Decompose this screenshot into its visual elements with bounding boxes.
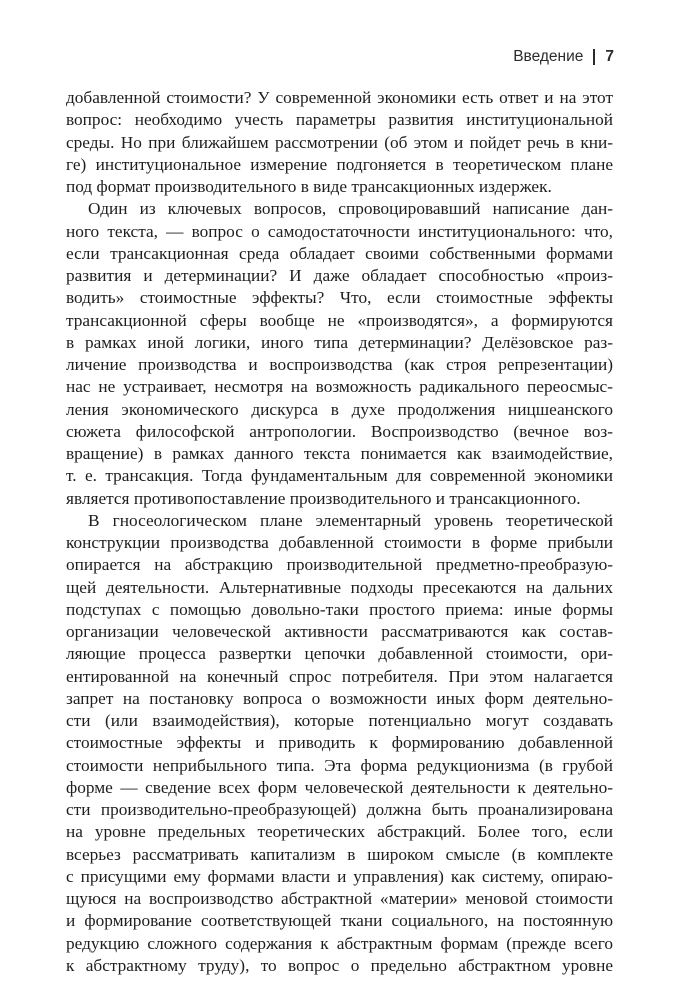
text-line: В гносеологическом плане элементарный уровень теоретической bbox=[88, 510, 613, 530]
text-line: всерьез рассматривать капитализм в широком смысле (в комплекте bbox=[66, 844, 613, 864]
text-line: т. е. трансакция. Тогда фундаментальным для современной экономики bbox=[66, 466, 613, 486]
paragraph bbox=[66, 510, 613, 977]
text-line: сюжета философской антропологии. Воспроизводство (вечное воз- bbox=[66, 421, 613, 441]
text-line: в рамках иной логики, иного типа детерминации? Делёзовское раз- bbox=[66, 332, 613, 352]
running-head bbox=[513, 48, 614, 66]
text-line: развития и детерминации? И даже обладает способностью «произ- bbox=[66, 266, 613, 285]
text-line: ляющие процесса развертки цепочки добавленной стоимости, ори- bbox=[66, 644, 613, 664]
text-line: к абстрактному труду), то вопрос о предельно абстрактном уровне bbox=[66, 955, 613, 975]
text-line: запрет на постановку вопроса о возможности иных форм деятельно- bbox=[66, 688, 613, 708]
text-line: если трансакционная среда обладает своими собственными формами bbox=[66, 243, 613, 263]
text-line: щей деятельности. Альтернативные подходы пресекаются на дальних bbox=[66, 577, 613, 597]
text-line: личение производства и воспроизводства (как строя репрезентации) bbox=[66, 355, 613, 374]
text-line: организации человеческой активности рассматриваются как состав- bbox=[66, 622, 613, 641]
text-line: сти (или взаимодействия), которые потенциально могут создавать bbox=[66, 711, 613, 730]
text-line: конструкции производства добавленной стоимости в форме прибыли bbox=[66, 533, 613, 552]
text-line: стоимости неприбыльного типа. Эта форма редукционизма (в грубой bbox=[66, 755, 613, 775]
text-line: на уровне предельных теоретических абстракций. Более того, если bbox=[66, 822, 613, 842]
text-line: щуюся на воспроизводство абстрактной «материи» меновой стоимости bbox=[66, 889, 613, 908]
text-line: подступах с помощью довольно-таки простого приема: иные формы bbox=[66, 599, 613, 619]
text-line: среды. Но при ближайшем рассмотрении (об этом и пойдет речь в кни- bbox=[66, 132, 613, 152]
paragraph bbox=[66, 198, 613, 510]
text-line: ления экономического дискурса в духе продолжения ницшеанского bbox=[66, 399, 613, 419]
text-line: вопрос: необходимо учесть параметры развития институциональной bbox=[66, 110, 613, 130]
text-line: ентированной на конечный спрос потребителя. При этом налагается bbox=[66, 666, 613, 686]
text-line: с присущими ему формами власти и управления) как систему, опираю- bbox=[66, 866, 613, 886]
text-line: опирается на абстракцию производительной предметно-преобразую- bbox=[66, 555, 613, 575]
text-line: добавленной стоимости? У современной экономики есть ответ и на этот bbox=[66, 88, 613, 107]
text-line: стоимостные эффекты и приводить к формированию добавленной bbox=[66, 733, 613, 753]
body-text bbox=[66, 87, 613, 977]
text-line: вращение) в рамках данного текста понимается как взаимодействие, bbox=[66, 444, 613, 463]
section-title: Введение bbox=[513, 48, 584, 65]
text-line: форме — сведение всех форм человеческой деятельности к деятельно- bbox=[66, 777, 613, 797]
header-separator bbox=[593, 49, 595, 65]
page-number: 7 bbox=[605, 48, 614, 65]
text-line: сти производительно-преобразующей) должна быть проанализирована bbox=[66, 800, 613, 819]
text-line: ного текста, — вопрос о самодостаточности институционального: что, bbox=[66, 221, 613, 241]
text-line: водить» стоимостные эффекты? Что, если стоимостные эффекты bbox=[66, 288, 613, 308]
text-line: нас не устраивает, несмотря на возможность радикального переосмыс- bbox=[66, 377, 613, 397]
text-line: Один из ключевых вопросов, спровоцировавший написание дан- bbox=[88, 199, 613, 219]
text-line: редукцию сложного содержания к абстрактным формам (прежде всего bbox=[66, 933, 613, 953]
text-line: и формирование соответствующей ткани социального, на постоянную bbox=[66, 911, 613, 931]
text-line: ге) институциональное измерение подгоняется в теоретическом плане bbox=[66, 154, 613, 174]
text-line: является противопоставление производительного и трансакционного. bbox=[66, 488, 581, 508]
text-line: трансакционной сферы вообще не «производятся», а формируются bbox=[66, 310, 613, 330]
paragraph bbox=[66, 87, 613, 198]
text-line: под формат производительного в виде трансакционных издержек. bbox=[66, 177, 552, 196]
